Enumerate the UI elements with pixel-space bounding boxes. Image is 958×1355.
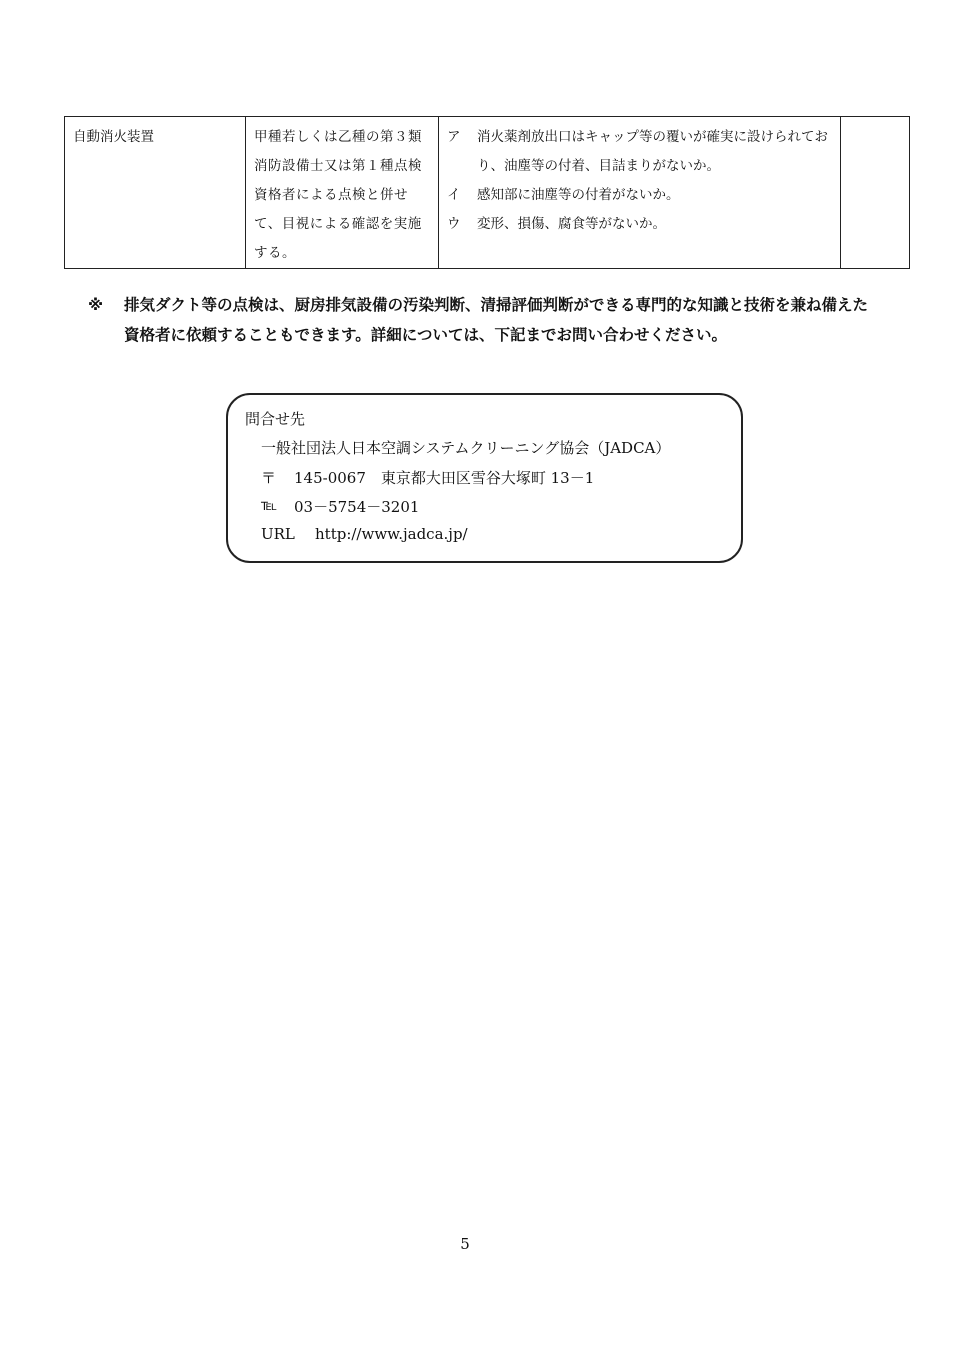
postal-mark: 〒 <box>261 469 277 487</box>
check-item-text: 感知部に油塵等の付着がないか。 <box>477 187 680 203</box>
tel-mark: ℡ <box>261 496 278 514</box>
note-text: 排気ダクト等の点検は、厨房排気設備の汚染判断、清掃評価判断ができる専門的な知識と技術を兼ね備えた資格者に依頼することもできます。詳細については、下記までお問い合わせください。 <box>124 296 869 344</box>
equipment-name: 自動消火装置 <box>73 129 154 145</box>
check-item-i <box>439 181 840 210</box>
contact-box <box>226 393 743 563</box>
note-paragraph <box>88 290 868 350</box>
page-number: 5 <box>460 1235 470 1253</box>
equipment-cell <box>65 117 246 269</box>
inspection-table <box>64 116 910 269</box>
contact-phone: 03－5754－3201 <box>294 498 420 516</box>
check-items-cell <box>439 117 841 269</box>
check-item-a <box>439 123 840 181</box>
remarks-text <box>841 117 909 123</box>
remarks-cell <box>841 117 910 269</box>
check-item-text: 変形、損傷、腐食等がないか。 <box>477 216 666 232</box>
url-label: URL <box>261 525 295 543</box>
inspector-requirement: 甲種若しくは乙種の第３類消防設備士又は第１種点検資格者による点検と併せて、目視による確認を実施する。 <box>254 129 422 261</box>
check-item-text: 消火薬剤放出口はキャップ等の覆いが確実に設けられており、油塵等の付着、目詰まりがないか。 <box>477 129 828 174</box>
inspector-cell <box>246 117 439 269</box>
note-mark: ※ <box>88 296 104 314</box>
contact-url[interactable]: http://www.jadca.jp/ <box>315 525 468 543</box>
contact-organization: 一般社団法人日本空調システムクリーニング協会（JADCA） <box>261 439 671 457</box>
check-item-mark: イ <box>447 187 461 203</box>
check-item-mark: ウ <box>447 216 461 232</box>
check-item-mark: ア <box>447 129 461 145</box>
contact-address: 145-0067 東京都大田区雪谷大塚町 13－1 <box>294 469 595 487</box>
table-row <box>65 117 910 269</box>
contact-heading: 問合せ先 <box>245 410 306 428</box>
check-item-u <box>439 210 840 239</box>
